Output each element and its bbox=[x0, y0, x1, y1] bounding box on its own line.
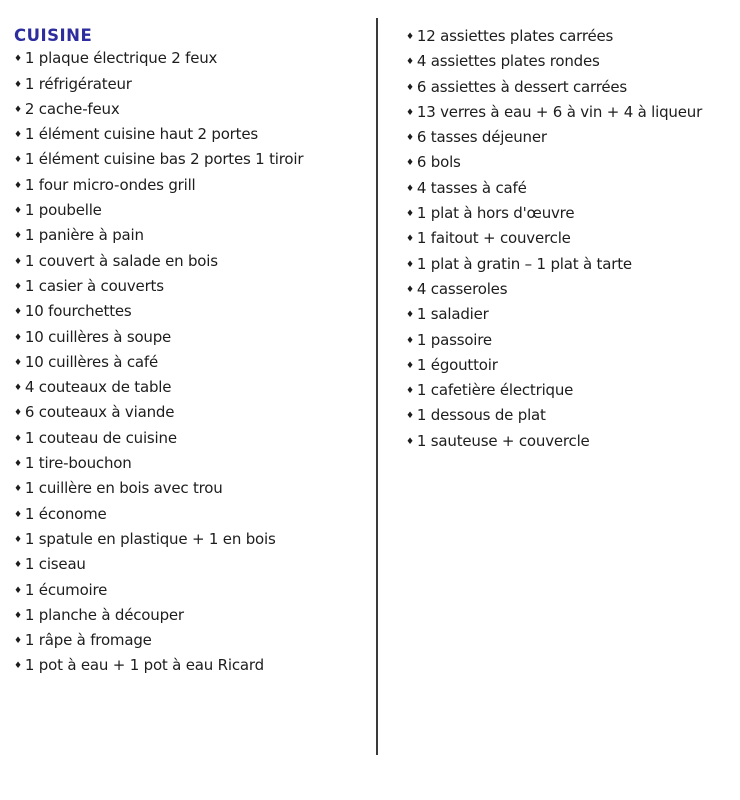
diamond-bullet-icon: ♦ bbox=[406, 386, 414, 397]
diamond-bullet-icon: ♦ bbox=[14, 661, 22, 672]
list-item bbox=[406, 354, 738, 379]
diamond-bullet-icon: ♦ bbox=[406, 107, 414, 118]
diamond-bullet-icon: ♦ bbox=[406, 57, 414, 68]
list-item bbox=[406, 101, 738, 126]
item-label: 10 cuillères à café bbox=[24, 352, 158, 371]
item-label: 12 assiettes plates carrées bbox=[416, 27, 614, 45]
item-label: 1 réfrigérateur bbox=[24, 74, 132, 93]
diamond-bullet-icon: ♦ bbox=[14, 281, 22, 292]
diamond-bullet-icon: ♦ bbox=[406, 133, 414, 144]
diamond-bullet-icon: ♦ bbox=[406, 310, 414, 321]
diamond-bullet-icon: ♦ bbox=[406, 32, 414, 42]
list-item bbox=[14, 604, 370, 629]
item-label: 1 plat à gratin – 1 plat à tarte bbox=[416, 254, 632, 273]
list-item bbox=[14, 174, 370, 199]
list-item bbox=[406, 227, 738, 252]
diamond-bullet-icon: ♦ bbox=[14, 484, 22, 495]
diamond-bullet-icon: ♦ bbox=[406, 335, 414, 346]
list-item bbox=[406, 25, 738, 50]
list-item bbox=[14, 300, 370, 325]
column-divider-line bbox=[376, 18, 378, 755]
diamond-bullet-icon: ♦ bbox=[14, 383, 22, 394]
diamond-bullet-icon: ♦ bbox=[14, 636, 22, 647]
item-label: 1 spatule en plastique + 1 en bois bbox=[24, 529, 276, 548]
diamond-bullet-icon: ♦ bbox=[14, 357, 22, 368]
list-item bbox=[14, 427, 370, 452]
item-label: 4 casseroles bbox=[416, 279, 508, 298]
diamond-bullet-icon: ♦ bbox=[406, 183, 414, 194]
item-label: 1 élément cuisine haut 2 portes bbox=[24, 125, 258, 144]
item-label: 6 couteaux à viande bbox=[24, 403, 175, 422]
diamond-bullet-icon: ♦ bbox=[14, 307, 22, 318]
list-item bbox=[14, 148, 370, 173]
diamond-bullet-icon: ♦ bbox=[14, 155, 22, 166]
item-label: 1 plat à hors d'œuvre bbox=[416, 204, 575, 223]
diamond-bullet-icon: ♦ bbox=[406, 234, 414, 245]
diamond-bullet-icon: ♦ bbox=[14, 332, 22, 343]
left-column bbox=[14, 25, 370, 680]
list-item bbox=[14, 629, 370, 654]
item-label: 2 cache-feux bbox=[24, 99, 120, 118]
item-label: 4 couteaux de table bbox=[24, 378, 172, 397]
diamond-bullet-icon: ♦ bbox=[14, 130, 22, 141]
list-item bbox=[406, 50, 738, 75]
item-label: 1 ciseau bbox=[24, 555, 86, 574]
diamond-bullet-icon: ♦ bbox=[14, 459, 22, 470]
item-label: 1 couteau de cuisine bbox=[24, 428, 177, 447]
list-item bbox=[406, 303, 738, 328]
diamond-bullet-icon: ♦ bbox=[14, 256, 22, 267]
item-label: 1 tire-bouchon bbox=[24, 454, 132, 473]
diamond-bullet-icon: ♦ bbox=[406, 360, 414, 371]
item-label: 1 pot à eau + 1 pot à eau Ricard bbox=[24, 656, 264, 675]
item-label: 13 verres à eau + 6 à vin + 4 à liqueur bbox=[416, 102, 703, 121]
list-item bbox=[406, 253, 738, 278]
list-item bbox=[14, 579, 370, 604]
diamond-bullet-icon: ♦ bbox=[406, 209, 414, 220]
item-label: 1 élément cuisine bas 2 portes 1 tiroir bbox=[24, 150, 304, 169]
list-item bbox=[14, 199, 370, 224]
item-label: 1 râpe à fromage bbox=[24, 631, 152, 650]
list-item bbox=[14, 275, 370, 300]
item-label: 1 saladier bbox=[416, 305, 489, 324]
diamond-bullet-icon: ♦ bbox=[406, 158, 414, 169]
list-item bbox=[14, 250, 370, 275]
list-item bbox=[406, 126, 738, 151]
item-label: 1 casier à couverts bbox=[24, 276, 164, 295]
kitchen-equipment-list bbox=[14, 47, 370, 679]
diamond-bullet-icon: ♦ bbox=[14, 585, 22, 596]
page-title: CUISINE bbox=[14, 26, 93, 45]
item-label: 4 assiettes plates rondes bbox=[416, 52, 600, 71]
item-label: 1 panière à pain bbox=[24, 226, 144, 245]
list-item bbox=[14, 401, 370, 426]
right-column bbox=[406, 25, 738, 455]
item-label: 6 bols bbox=[416, 153, 461, 172]
item-label: 1 économe bbox=[24, 504, 107, 523]
item-label: 1 cuillère en bois avec trou bbox=[24, 479, 223, 498]
tableware-list bbox=[406, 25, 738, 455]
diamond-bullet-icon: ♦ bbox=[14, 560, 22, 571]
item-label: 1 sauteuse + couvercle bbox=[416, 431, 590, 450]
list-item bbox=[406, 151, 738, 176]
list-item bbox=[406, 379, 738, 404]
diamond-bullet-icon: ♦ bbox=[14, 433, 22, 444]
list-item bbox=[406, 278, 738, 303]
list-item bbox=[406, 329, 738, 354]
diamond-bullet-icon: ♦ bbox=[406, 259, 414, 270]
diamond-bullet-icon: ♦ bbox=[14, 104, 22, 115]
diamond-bullet-icon: ♦ bbox=[14, 180, 22, 191]
list-item bbox=[14, 47, 370, 72]
list-item bbox=[14, 503, 370, 528]
diamond-bullet-icon: ♦ bbox=[14, 408, 22, 419]
item-label: 1 planche à découper bbox=[24, 605, 184, 624]
list-item bbox=[14, 477, 370, 502]
item-label: 1 passoire bbox=[416, 330, 492, 349]
diamond-bullet-icon: ♦ bbox=[14, 79, 22, 90]
list-item bbox=[14, 553, 370, 578]
list-item bbox=[14, 452, 370, 477]
item-label: 1 cafetière électrique bbox=[416, 381, 574, 400]
list-item bbox=[406, 430, 738, 455]
item-label: 1 faitout + couvercle bbox=[416, 229, 571, 248]
item-label: 1 plaque électrique 2 feux bbox=[24, 49, 218, 68]
item-label: 10 fourchettes bbox=[24, 302, 132, 321]
item-label: 6 assiettes à dessert carrées bbox=[416, 77, 628, 96]
diamond-bullet-icon: ♦ bbox=[14, 509, 22, 520]
diamond-bullet-icon: ♦ bbox=[14, 206, 22, 217]
item-label: 1 écumoire bbox=[24, 580, 108, 599]
item-label: 1 égouttoir bbox=[416, 355, 498, 374]
list-item bbox=[14, 654, 370, 679]
list-item bbox=[406, 177, 738, 202]
item-label: 1 four micro-ondes grill bbox=[24, 175, 196, 194]
item-label: 1 couvert à salade en bois bbox=[24, 251, 218, 270]
list-item bbox=[14, 224, 370, 249]
list-item bbox=[14, 73, 370, 98]
diamond-bullet-icon: ♦ bbox=[406, 82, 414, 93]
diamond-bullet-icon: ♦ bbox=[406, 411, 414, 422]
diamond-bullet-icon: ♦ bbox=[14, 231, 22, 242]
list-item bbox=[14, 528, 370, 553]
list-item bbox=[406, 76, 738, 101]
item-label: 4 tasses à café bbox=[416, 178, 527, 197]
diamond-bullet-icon: ♦ bbox=[406, 284, 414, 295]
diamond-bullet-icon: ♦ bbox=[14, 54, 22, 65]
item-label: 1 dessous de plat bbox=[416, 406, 546, 425]
list-item bbox=[406, 404, 738, 429]
diamond-bullet-icon: ♦ bbox=[406, 436, 414, 447]
diamond-bullet-icon: ♦ bbox=[14, 610, 22, 621]
diamond-bullet-icon: ♦ bbox=[14, 534, 22, 545]
item-label: 10 cuillères à soupe bbox=[24, 327, 172, 346]
list-item bbox=[14, 123, 370, 148]
list-item bbox=[14, 98, 370, 123]
item-label: 6 tasses déjeuner bbox=[416, 128, 547, 147]
list-item bbox=[406, 202, 738, 227]
list-item bbox=[14, 376, 370, 401]
item-label: 1 poubelle bbox=[24, 201, 102, 220]
list-item bbox=[14, 326, 370, 351]
list-item bbox=[14, 351, 370, 376]
